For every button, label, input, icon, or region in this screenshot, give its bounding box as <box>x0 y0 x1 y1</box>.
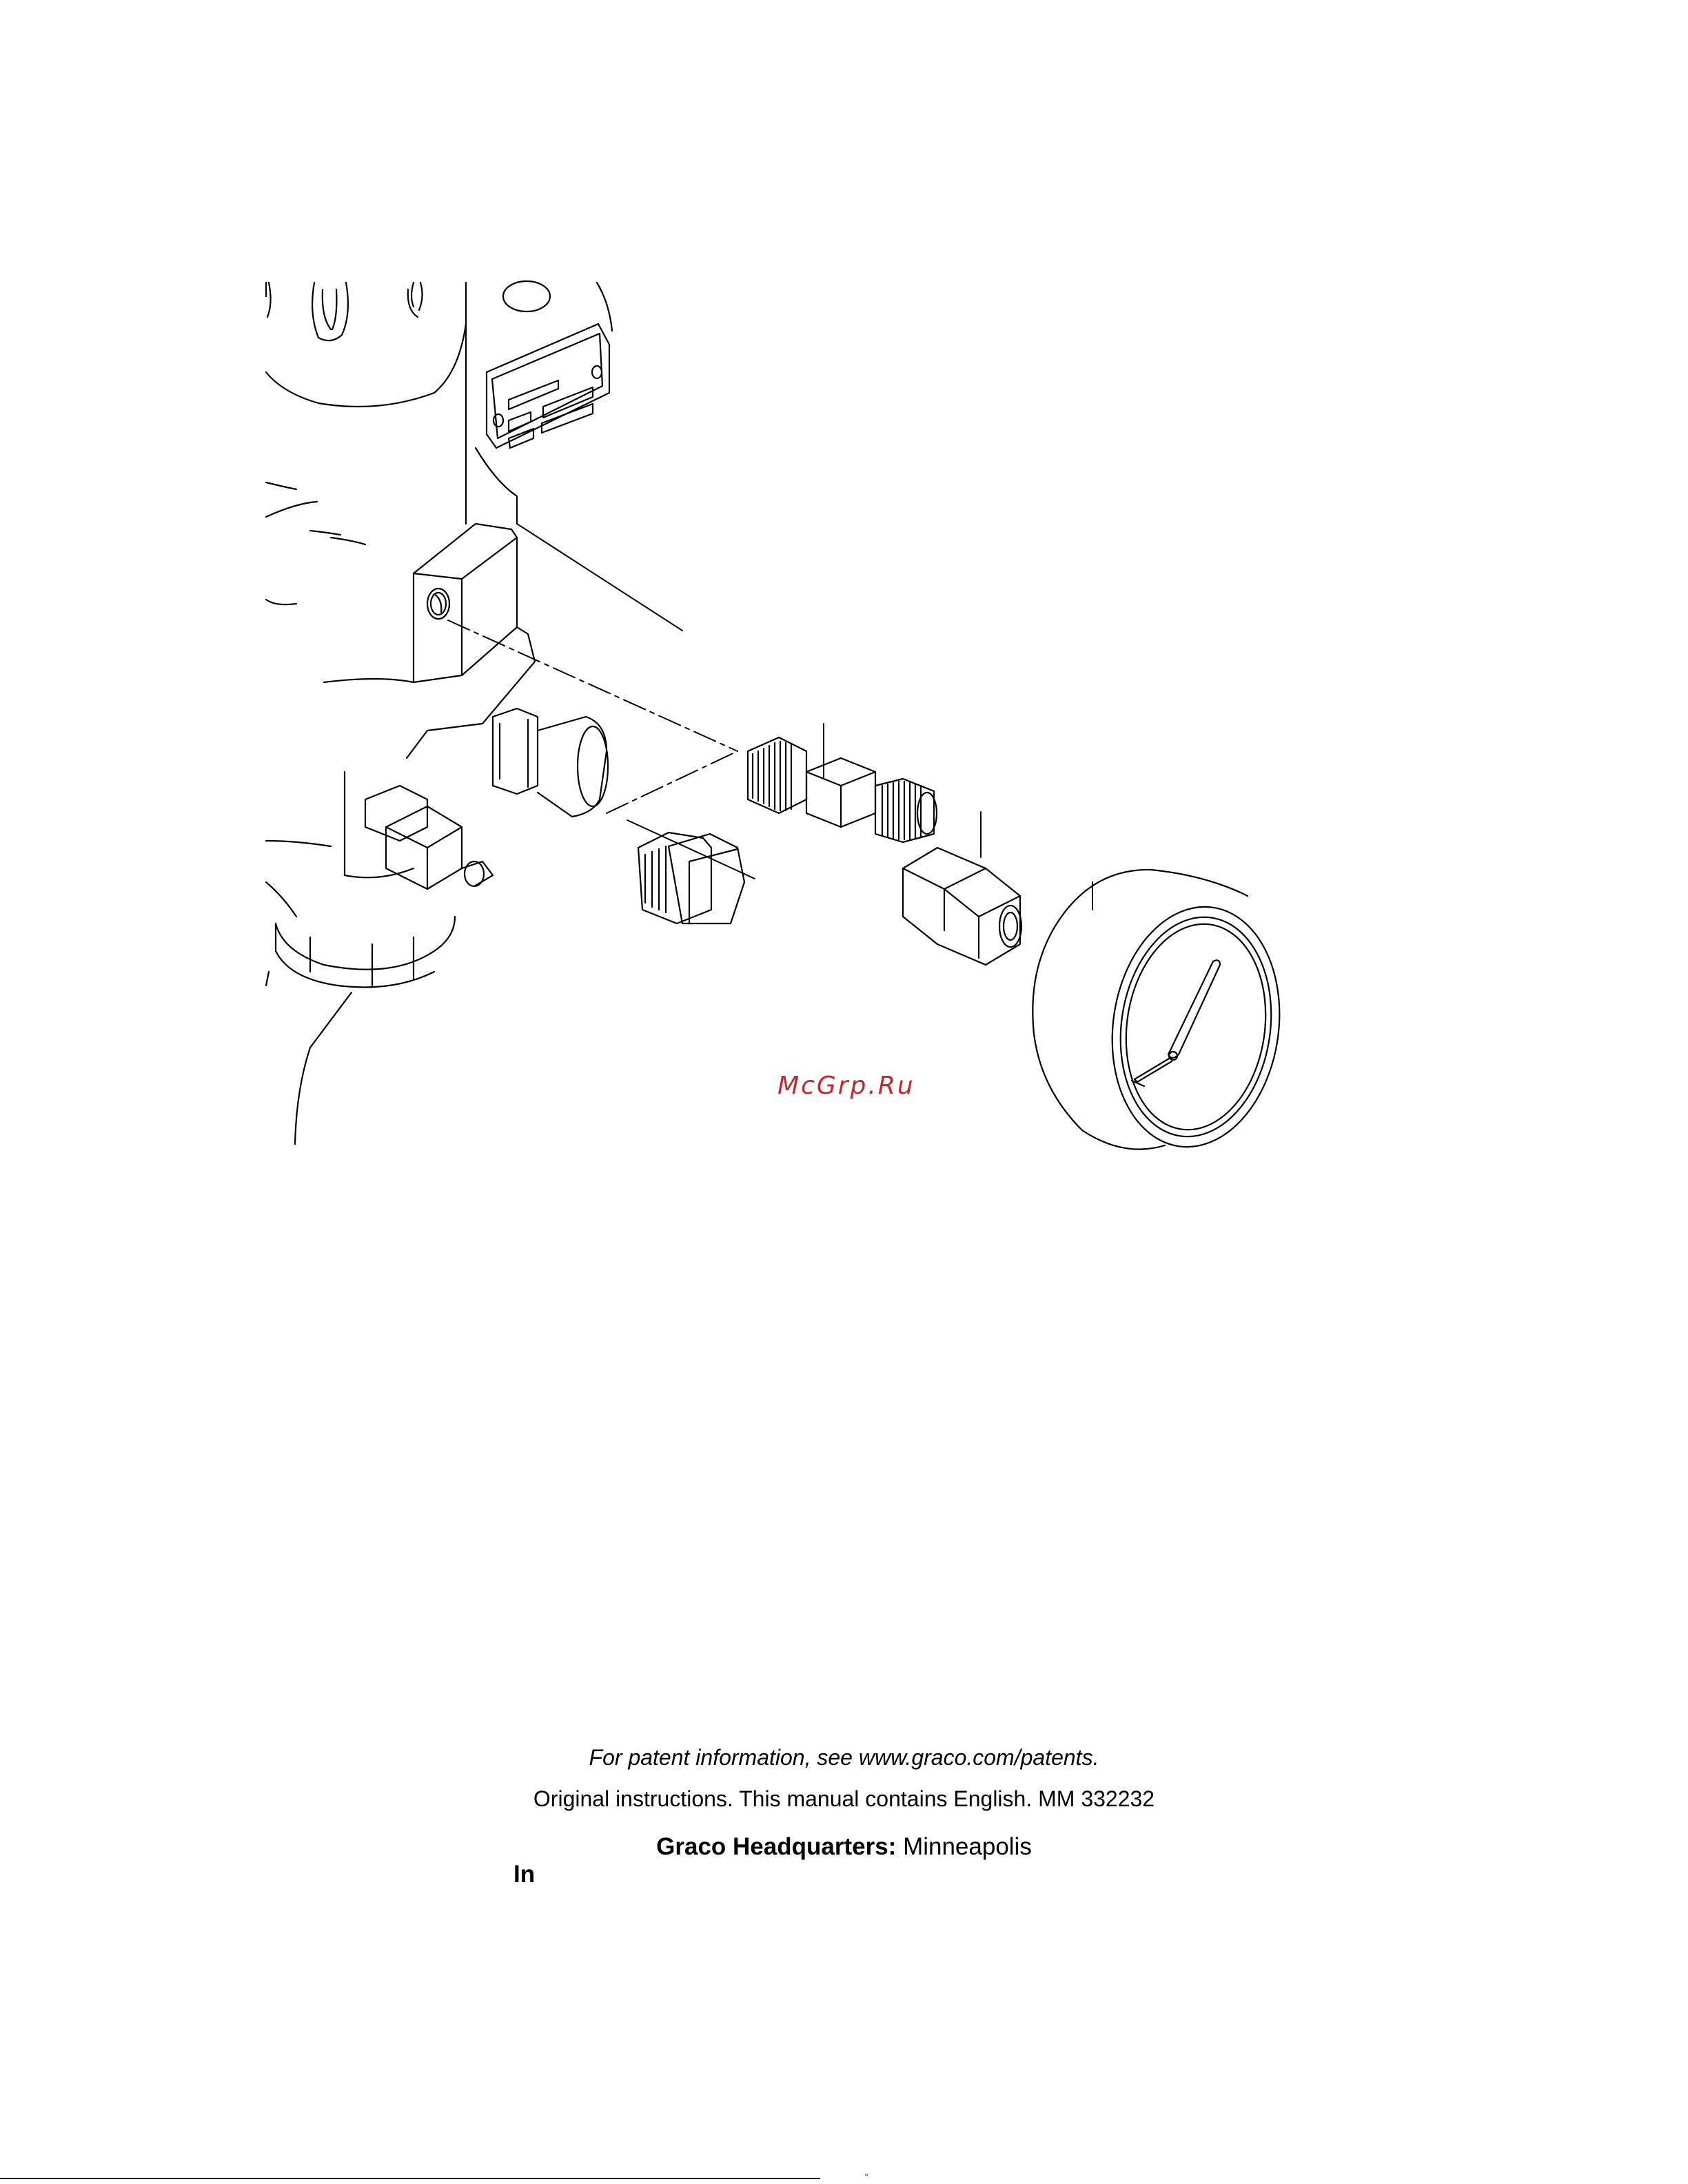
centerline <box>448 524 1092 910</box>
watermark-text: McGrp.Ru <box>777 1072 915 1100</box>
pump-body-icon <box>266 281 612 1144</box>
patent-information-line: For patent information, see www.graco.com/patents. <box>589 1745 1099 1770</box>
nipple-fitting-icon <box>748 737 937 842</box>
partial-line-text: In <box>513 1861 536 1888</box>
headquarters-label: Graco Headquarters: <box>656 1833 897 1860</box>
plug-icon <box>638 833 744 923</box>
headquarters-city: Minneapolis <box>903 1833 1032 1860</box>
hex-coupling-icon <box>903 848 1021 965</box>
bottom-mark: " <box>865 2172 868 2182</box>
original-instructions-line: Original instructions. This manual contains English. MM 332232 <box>533 1786 1155 1811</box>
exploded-view-illustration <box>255 276 1316 1172</box>
headquarters-line <box>0 1833 1688 1861</box>
pressure-gauge-icon <box>1033 870 1294 1158</box>
bottom-rule-divider <box>0 2178 820 2179</box>
